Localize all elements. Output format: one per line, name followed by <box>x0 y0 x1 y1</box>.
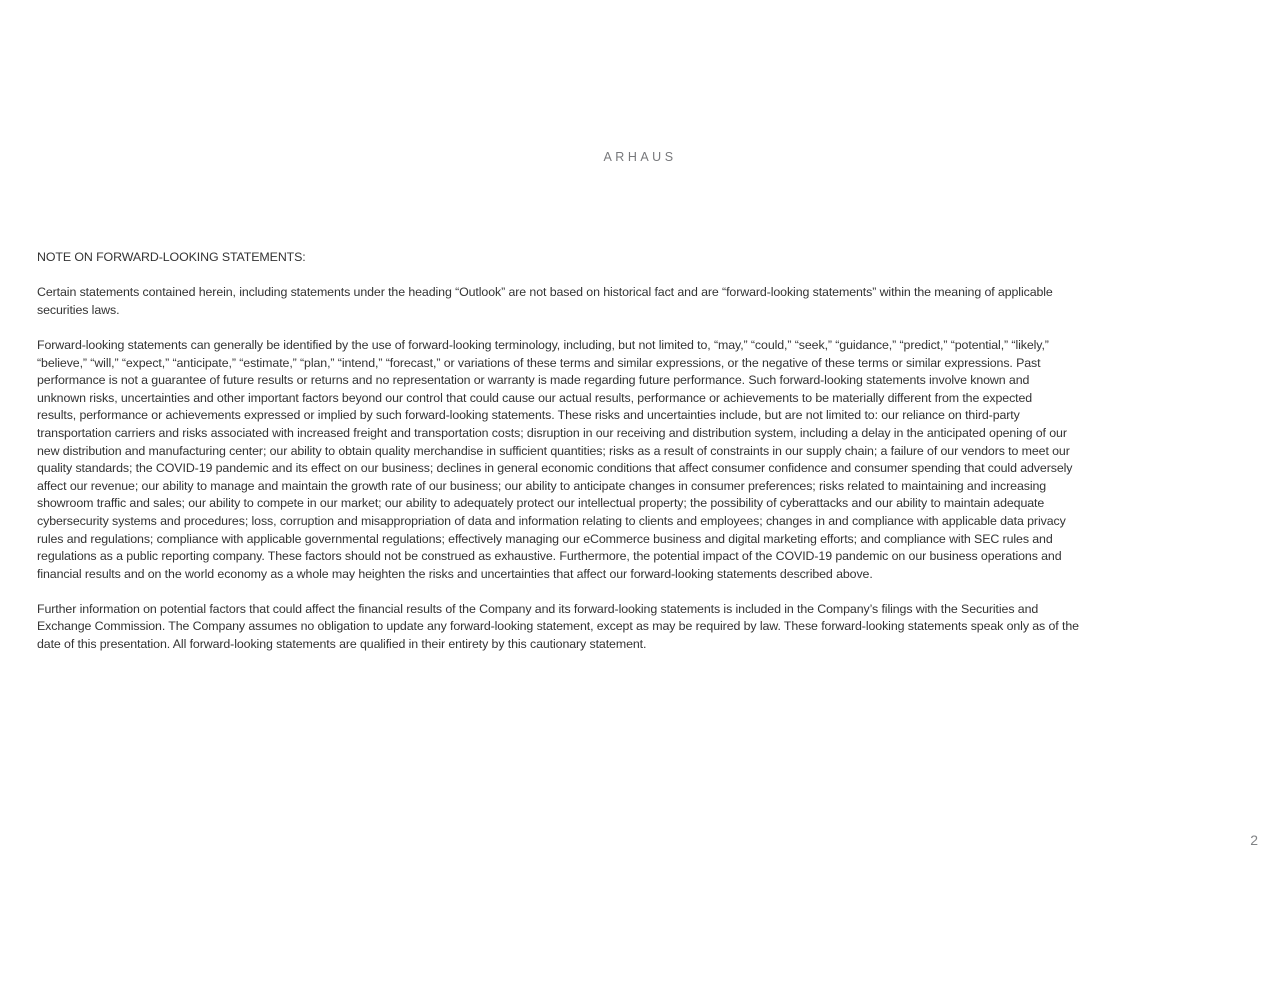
text-line: regulations as a public reporting company. These factors should not be construed as exhaustive. Furthermore, the potential impact of the COVID-19 pandemic on our business operations and <box>37 549 1062 564</box>
text-line: unknown risks, uncertainties and other important factors beyond our control that could cause our actual results, performance or achievements to be materially different from the expected <box>37 390 1033 405</box>
page-number: 2 <box>1250 832 1258 848</box>
paragraph-risk-factors <box>37 337 1252 583</box>
text-line: results, performance or achievements expressed or implied by such forward-looking statements. These risks and uncertainties include, but are not limited to: our reliance on third-party <box>37 408 1020 423</box>
text-line: performance is not a guarantee of future results or returns and no representation or warranty is made regarding future performance. Such forward-looking statements involve known and <box>37 373 1030 388</box>
text-line: Exchange Commission. The Company assumes no obligation to update any forward-looking statement, except as may be required by law. These forward-looking statements speak only as of the <box>37 619 1079 634</box>
disclaimer-content <box>37 249 1252 654</box>
text-line: cybersecurity systems and procedures; loss, corruption and misappropriation of data and information relating to clients and employees; changes in and compliance with applicable data privacy <box>37 513 1066 528</box>
text-line: “believe,” “will,” “expect,” “anticipate,” “estimate,” “plan,” “intend,” “forecast,” or variations of these terms and similar expressions, or the negative of these terms or similar expressions. Past <box>37 355 1041 370</box>
text-line: Forward-looking statements can generally be identified by the use of forward-looking terminology, including, but not limited to, “may,” “could,” “seek,” “guidance,” “predict,” “potential,” “likely,” <box>37 337 1049 352</box>
text-line: date of this presentation. All forward-looking statements are qualified in their entirety by this cautionary statement. <box>37 637 647 652</box>
text-line: affect our revenue; our ability to manage and maintain the growth rate of our business; our ability to anticipate changes in consumer preferences; risks related to maintaining and increasing <box>37 478 1047 493</box>
text-line: quality standards; the COVID-19 pandemic and its effect on our business; declines in general economic conditions that affect consumer confidence and consumer spending that could adversely <box>37 461 1073 476</box>
text-line: securities laws. <box>37 302 120 317</box>
text-line: rules and regulations; compliance with applicable governmental regulations; effectively managing our eCommerce business and digital marketing efforts; and compliance with SEC rules and <box>37 531 1053 546</box>
section-heading: NOTE ON FORWARD-LOOKING STATEMENTS: <box>37 250 306 264</box>
text-line: transportation carriers and risks associated with increased freight and transportation costs; disruption in our receiving and distribution system, including a delay in the anticipated opening of our <box>37 425 1067 440</box>
text-line: Certain statements contained herein, including statements under the heading “Outlook” are not based on historical fact and are “forward-looking statements” within the meaning of applicable <box>37 285 1053 300</box>
paragraph-further-information <box>37 601 1252 654</box>
brand-logo: ARHAUS <box>603 150 677 164</box>
text-line: new distribution and manufacturing center; our ability to obtain quality merchandise in sufficient quantities; risks as a result of constraints in our supply chain; a failure of our vendors to meet our <box>37 443 1070 458</box>
paragraph-intro <box>37 284 1252 319</box>
text-line: showroom traffic and sales; our ability to compete in our market; our ability to adequately protect our intellectual property; the possibility of cyberattacks and our ability to maintain adequate <box>37 496 1045 511</box>
text-line: financial results and on the world economy as a whole may heighten the risks and uncertainties that affect our forward-looking statements described above. <box>37 566 873 581</box>
text-line: Further information on potential factors that could affect the financial results of the Company and its forward-looking statements is included in the Company’s filings with the Securities and <box>37 601 1039 616</box>
